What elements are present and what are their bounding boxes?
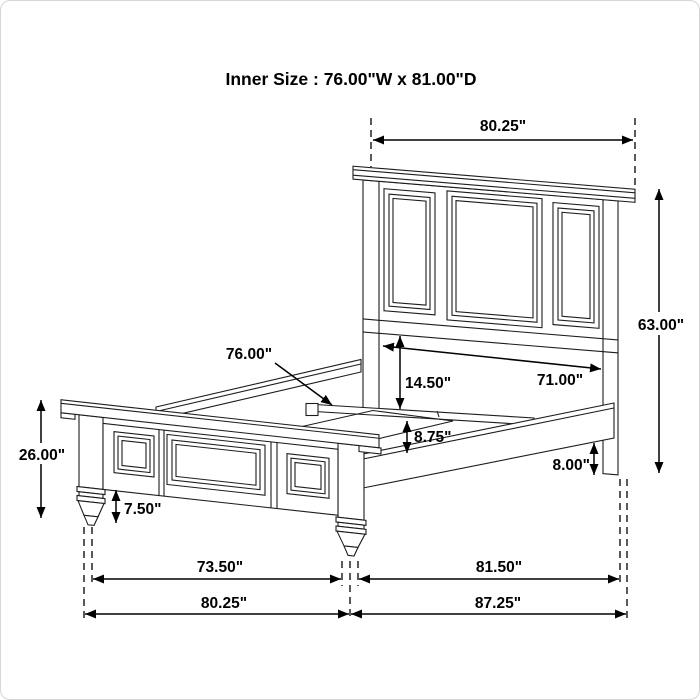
headboard-right-panel <box>553 203 599 329</box>
dim-rail-height: 8.75" <box>414 429 452 446</box>
dim-headboard-width: 80.25" <box>479 118 527 135</box>
dim-foot-height: 7.50" <box>124 501 162 518</box>
title: Inner Size : 76.00"W x 81.00"D <box>225 69 477 89</box>
footboard-left-leg <box>77 415 105 527</box>
dim-line-inner-rail-length <box>383 346 601 369</box>
dim-footboard-outer-width: 80.25" <box>200 595 248 612</box>
dim-footboard-inner-width: 73.50" <box>196 559 244 576</box>
footboard <box>61 400 381 559</box>
dim-overall-depth: 87.25" <box>474 595 522 612</box>
headboard-center-panel <box>447 191 542 328</box>
dim-footboard-height: 26.00" <box>18 447 66 464</box>
headboard-left-panel <box>384 189 435 315</box>
headboard-left-leg <box>363 331 379 413</box>
footboard-right-leg <box>336 443 366 557</box>
dim-headboard-height: 63.00" <box>637 317 685 334</box>
bed-dimension-diagram <box>1 1 699 699</box>
dim-rail-to-floor: 8.00" <box>552 457 590 474</box>
center-slat-rail <box>306 404 534 426</box>
dim-slat-inner-width: 76.00" <box>225 346 273 363</box>
dim-inner-rail-length: 71.00" <box>536 372 584 389</box>
dim-side-rail-length: 81.50" <box>475 559 523 576</box>
dim-headboard-gap: 14.50" <box>405 375 452 392</box>
